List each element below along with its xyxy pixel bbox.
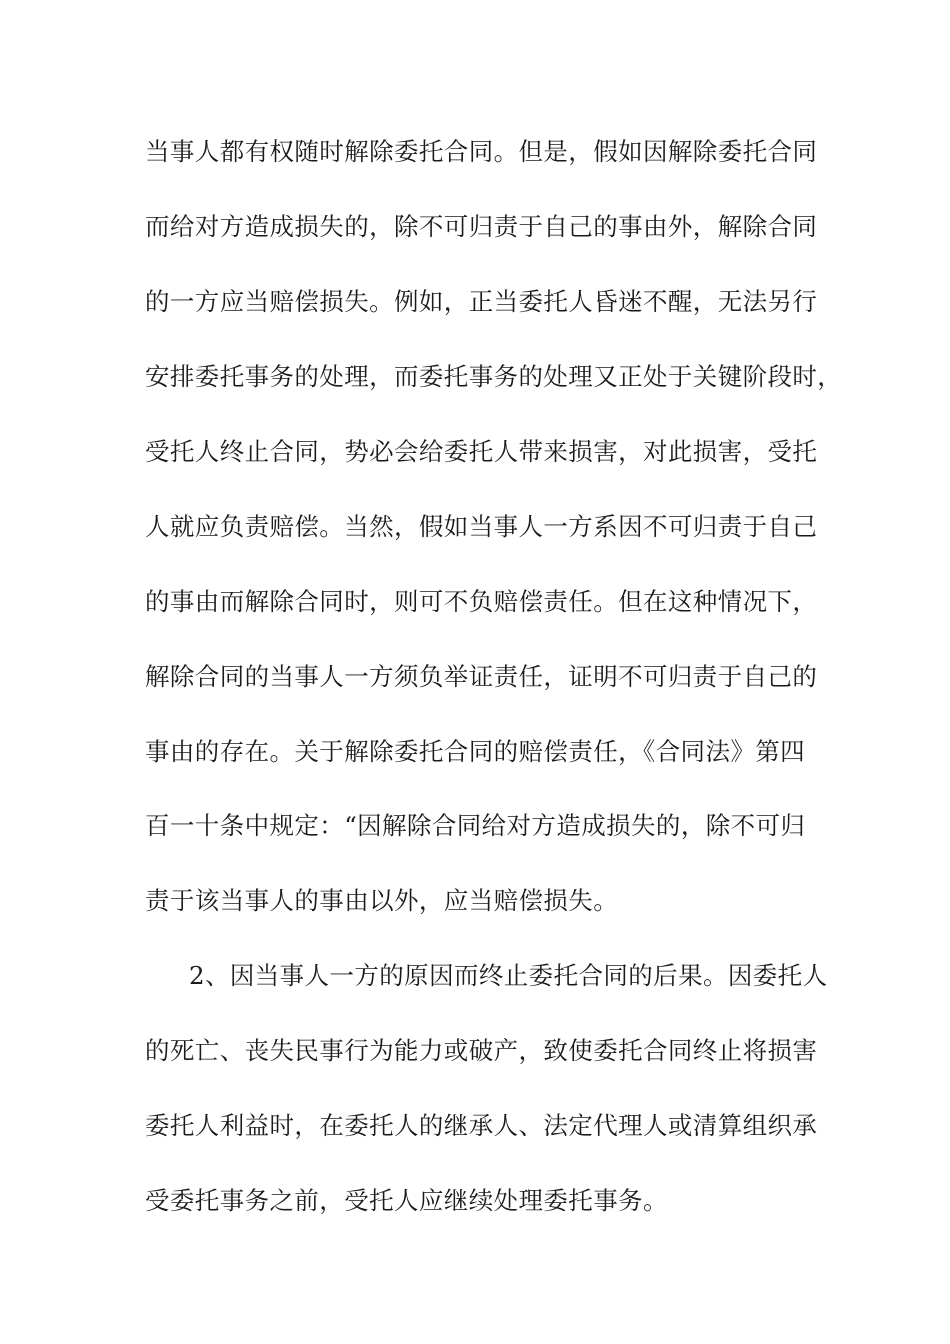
paragraph-first-line: 2、因当事人一方的原因而终止委托合同的后果。因委托人 [189, 961, 828, 990]
text-line: 事由的存在。关于解除委托合同的赔偿责任，《合同法》第四 [145, 737, 806, 766]
text-line: 的事由而解除合同时，则可不负赔偿责任。但在这种情况下， [145, 587, 818, 616]
text-line: 的死亡、丧失民事行为能力或破产，致使委托合同终止将损害 [145, 1036, 818, 1065]
text-line: 解除合同的当事人一方须负举证责任，证明不可归责于自己的 [145, 662, 818, 691]
text-line: 当事人都有权随时解除委托合同。但是，假如因解除委托合同 [145, 137, 818, 166]
text-line: 人就应负责赔偿。当然，假如当事人一方系因不可归责于自己 [145, 512, 818, 541]
text-line: 受委托事务之前，受托人应继续处理委托事务。 [145, 1186, 668, 1215]
text-line: 委托人利益时，在委托人的继承人、法定代理人或清算组织承 [145, 1111, 818, 1140]
text-line: 而给对方造成损失的，除不可归责于自己的事由外，解除合同 [145, 212, 818, 241]
text-line: 责于该当事人的事由以外，应当赔偿损失。 [145, 886, 619, 915]
text-line: 安排委托事务的处理，而委托事务的处理又正处于关键阶段时， [145, 362, 843, 391]
text-line: 百一十条中规定：“因解除合同给对方造成损失的，除不可归 [145, 811, 806, 840]
text-line: 的一方应当赔偿损失。例如，正当委托人昏迷不醒，无法另行 [145, 287, 818, 316]
text-line: 受托人终止合同，势必会给委托人带来损害，对此损害，受托 [145, 437, 818, 466]
